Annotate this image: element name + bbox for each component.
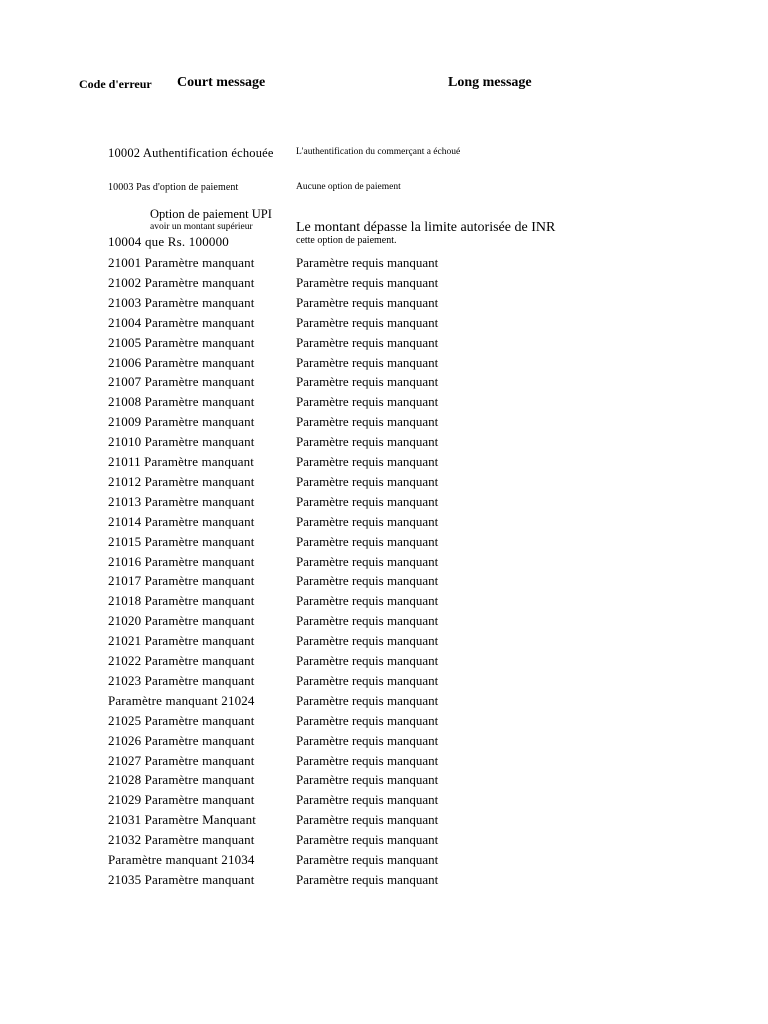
row-short-message: 21007 Paramètre manquant — [108, 374, 255, 390]
row-long-message: Paramètre requis manquant — [296, 274, 439, 290]
header-code-erreur: Code d'erreur — [79, 77, 152, 91]
row-10004-short-line1: Option de paiement UPI — [150, 207, 272, 221]
row-long-message: Paramètre requis manquant — [296, 334, 439, 350]
row-short-message: 21002 Paramètre manquant — [108, 274, 255, 290]
row-long-message: Paramètre requis manquant — [296, 473, 439, 489]
row-long-message: Paramètre requis manquant — [296, 434, 439, 450]
row-long-message: Paramètre requis manquant — [296, 672, 439, 688]
row-short-message: 21035 Paramètre manquant — [108, 871, 255, 887]
row-10004-long-line2: cette option de paiement. — [296, 235, 397, 246]
row-short-message: 21022 Paramètre manquant — [108, 653, 255, 668]
row-short-message: 21016 Paramètre manquant — [108, 553, 255, 569]
row-short-message: Paramètre manquant 21034 — [108, 852, 255, 867]
row-10002-long: L'authentification du commerçant a échoué — [296, 147, 461, 157]
row-long-message: Paramètre requis manquant — [296, 553, 439, 569]
row-long-message: Paramètre requis manquant — [296, 454, 439, 469]
row-long-message: Paramètre requis manquant — [296, 593, 439, 609]
row-long-message: Paramètre requis manquant — [296, 394, 439, 410]
row-long-message: Paramètre requis manquant — [296, 573, 439, 589]
row-short-message: 21031 Paramètre Manquant — [108, 812, 257, 828]
row-short-message: 21008 Paramètre manquant — [108, 394, 255, 410]
row-10002-short: 10002 Authentification échouée — [108, 146, 274, 160]
row-short-message: 21018 Paramètre manquant — [108, 593, 255, 609]
row-10004-long-line1: Le montant dépasse la limite autorisée de INR — [296, 220, 556, 235]
row-long-message: Paramètre requis manquant — [296, 792, 439, 808]
row-short-message: 21025 Paramètre manquant — [108, 712, 255, 728]
row-short-message: 21005 Paramètre manquant — [108, 334, 255, 350]
row-long-message: Paramètre requis manquant — [296, 414, 439, 430]
row-short-message: 21027 Paramètre manquant — [108, 752, 255, 768]
row-short-message: 21023 Paramètre manquant — [108, 672, 255, 688]
row-short-message: 21004 Paramètre manquant — [108, 314, 255, 330]
row-long-message: Paramètre requis manquant — [296, 493, 439, 509]
row-long-message: Paramètre requis manquant — [296, 354, 439, 370]
row-long-message: Paramètre requis manquant — [296, 613, 439, 629]
row-long-message: Paramètre requis manquant — [296, 852, 439, 867]
row-long-message: Paramètre requis manquant — [296, 832, 439, 848]
row-long-message: Paramètre requis manquant — [296, 692, 439, 708]
row-long-message: Paramètre requis manquant — [296, 772, 439, 788]
row-long-message: Paramètre requis manquant — [296, 633, 439, 649]
row-10004-short-line3: 10004 que Rs. 100000 — [108, 234, 229, 249]
row-short-message: 21010 Paramètre manquant — [108, 434, 255, 450]
row-short-message: 21003 Paramètre manquant — [108, 294, 255, 310]
row-short-message: 21013 Paramètre manquant — [108, 493, 255, 509]
row-short-message: 21009 Paramètre manquant — [108, 414, 255, 430]
row-long-message: Paramètre requis manquant — [296, 374, 439, 390]
row-long-message: Paramètre requis manquant — [296, 812, 439, 828]
header-long-message: Long message — [448, 75, 532, 90]
header-court-message: Court message — [177, 75, 266, 90]
row-long-message: Paramètre requis manquant — [296, 513, 439, 529]
row-short-message: 21014 Paramètre manquant — [108, 513, 255, 529]
row-short-message: 21006 Paramètre manquant — [108, 354, 255, 370]
row-10003-short: 10003 Pas d'option de paiement — [108, 182, 239, 193]
row-long-message: Paramètre requis manquant — [296, 752, 439, 768]
row-short-message: 21032 Paramètre manquant — [108, 832, 255, 848]
row-long-message: Paramètre requis manquant — [296, 314, 439, 330]
row-short-message: 21020 Paramètre manquant — [108, 613, 255, 629]
row-long-message: Paramètre requis manquant — [296, 653, 439, 668]
row-10004-short-line2: avoir un montant supérieur — [150, 222, 253, 232]
row-short-message: 21028 Paramètre manquant — [108, 772, 255, 788]
row-10003-long: Aucune option de paiement — [296, 182, 401, 192]
row-long-message: Paramètre requis manquant — [296, 255, 439, 270]
row-long-message: Paramètre requis manquant — [296, 533, 439, 549]
row-short-message: 21012 Paramètre manquant — [108, 473, 255, 489]
row-short-message: 21001 Paramètre manquant — [108, 255, 255, 270]
row-short-message: Paramètre manquant 21024 — [108, 692, 255, 708]
row-long-message: Paramètre requis manquant — [296, 294, 439, 310]
row-long-message: Paramètre requis manquant — [296, 732, 439, 748]
row-short-message: 21029 Paramètre manquant — [108, 792, 255, 808]
row-short-message: 21021 Paramètre manquant — [108, 633, 255, 649]
row-long-message: Paramètre requis manquant — [296, 712, 439, 728]
row-short-message: 21017 Paramètre manquant — [108, 573, 255, 589]
row-short-message: 21015 Paramètre manquant — [108, 533, 255, 549]
row-short-message: 21026 Paramètre manquant — [108, 732, 255, 748]
row-long-message: Paramètre requis manquant — [296, 871, 439, 887]
row-short-message: 21011 Paramètre manquant — [108, 454, 255, 469]
